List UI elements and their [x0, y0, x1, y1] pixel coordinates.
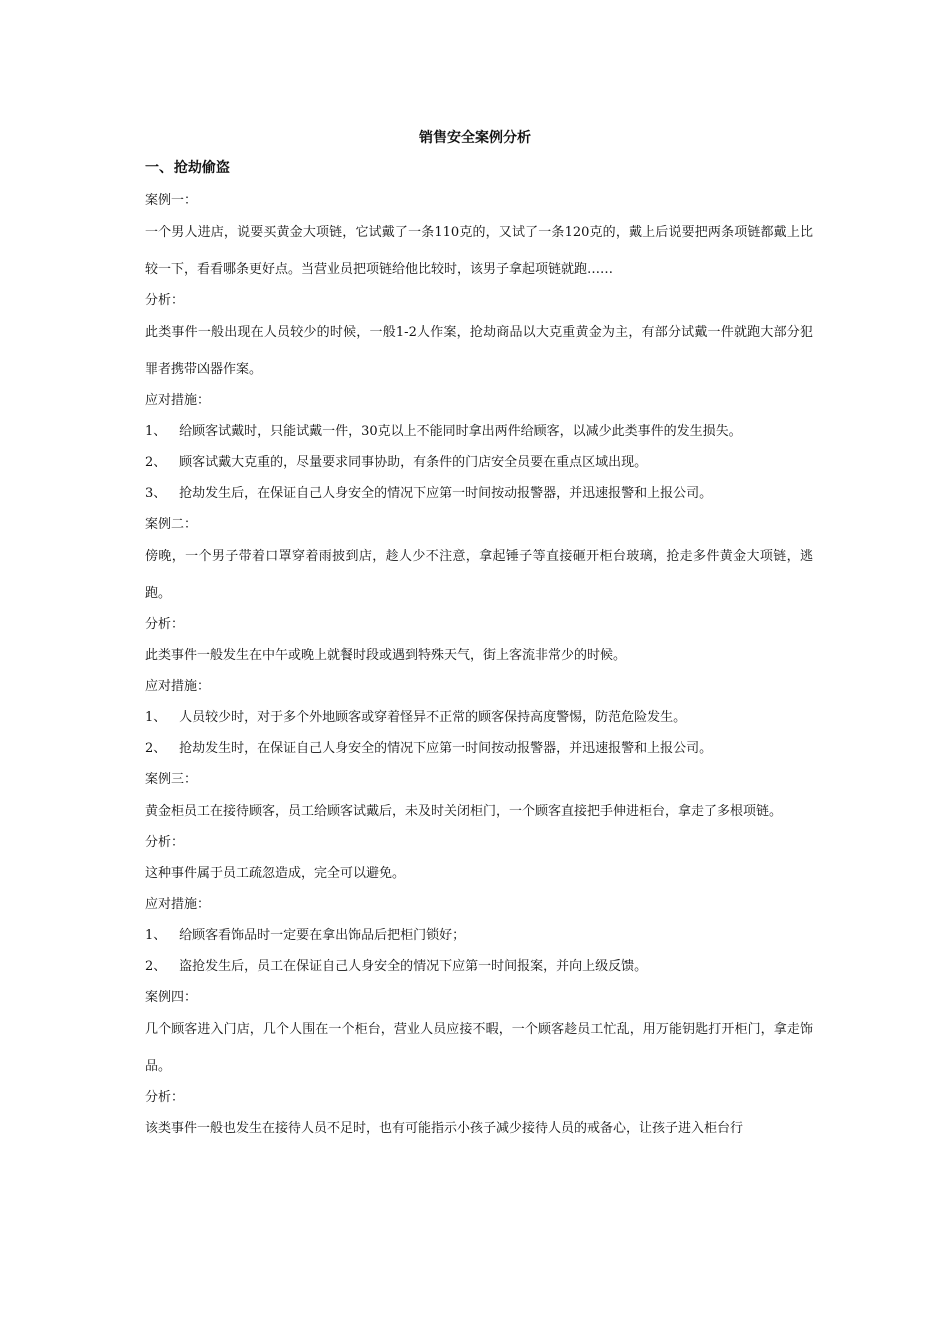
section-heading: [145, 158, 813, 178]
case1-analysis: 此类事件一般出现在人员较少的时候，一般1-2人作案，抢劫商品以大克重黄金为主，有部分试戴一件就跑大部分犯罪者携带凶器作案。: [145, 325, 813, 377]
document-body: [145, 158, 813, 1150]
case2-measure-item: [145, 739, 813, 759]
case2-measure-item: [145, 708, 813, 728]
item-number: 1、: [145, 710, 167, 725]
item-text: 抢劫发生后，在保证自己人身安全的情况下应第一时间按动报警器，并迅速报警和上报公司。: [179, 486, 713, 501]
case1-measure-item: [145, 484, 813, 504]
case3-measures-label: 应对措施：: [145, 897, 211, 912]
case2-label: 案例二：: [145, 517, 198, 532]
item-text: 人员较少时，对于多个外地顾客或穿着怪异不正常的顾客保持高度警惕，防范危险发生。: [179, 710, 687, 725]
case1-text: 一个男人进店，说要买黄金大项链，它试戴了一条110克的，又试了一条120克的，戴上后说要把两条项链都戴上比较一下，看看哪条更好点。当营业员把项链给他比较时，该男子拿起项链就跑……: [145, 225, 813, 277]
section-label: 抢劫偷盗: [173, 160, 230, 176]
case3-measure-item: [145, 926, 813, 946]
item-text: 给顾客试戴时，只能试戴一件，30克以上不能同时拿出两件给顾客，以减少此类事件的发生损失。: [179, 424, 742, 439]
section-number: 一、: [145, 160, 173, 176]
item-text: 顾客试戴大克重的，尽量要求同事协助，有条件的门店安全员要在重点区域出现。: [179, 455, 648, 470]
item-number: 3、: [145, 486, 167, 501]
case3-label: 案例三：: [145, 772, 198, 787]
case3-analysis: 这种事件属于员工疏忽造成，完全可以避免。: [145, 866, 406, 881]
case2-analysis: 此类事件一般发生在中午或晚上就餐时段或遇到特殊天气，街上客流非常少的时候。: [145, 648, 627, 663]
case1-analysis-label: 分析：: [145, 293, 185, 308]
case4-text: 几个顾客进入门店，几个人围在一个柜台，营业人员应接不暇，一个顾客趁员工忙乱，用万能钥匙打开柜门，拿走饰品。: [145, 1022, 813, 1074]
case1-measures-label: 应对措施：: [145, 393, 211, 408]
item-number: 2、: [145, 959, 167, 974]
case2-analysis-label: 分析：: [145, 617, 185, 632]
item-number: 2、: [145, 455, 167, 470]
item-text: 抢劫发生时，在保证自己人身安全的情况下应第一时间按动报警器，并迅速报警和上报公司。: [179, 741, 713, 756]
case4-label: 案例四：: [145, 990, 198, 1005]
item-text: 给顾客看饰品时一定要在拿出饰品后把柜门锁好；: [179, 928, 466, 943]
case2-measures-label: 应对措施：: [145, 679, 211, 694]
document-title: 销售安全案例分析: [419, 130, 531, 146]
item-number: 1、: [145, 424, 167, 439]
case1-label: 案例一：: [145, 193, 198, 208]
case4-analysis-label: 分析：: [145, 1090, 185, 1105]
item-number: 1、: [145, 928, 167, 943]
case1-measure-item: [145, 453, 813, 473]
case4-analysis: 该类事件一般也发生在接待人员不足时，也有可能指示小孩子减少接待人员的戒备心，让孩子进入柜台行: [145, 1121, 744, 1136]
item-number: 2、: [145, 741, 167, 756]
case2-text: 傍晚，一个男子带着口罩穿着雨披到店，趁人少不注意，拿起锤子等直接砸开柜台玻璃，抢走多件黄金大项链，逃跑。: [145, 549, 813, 601]
case3-text: 黄金柜员工在接待顾客，员工给顾客试戴后，未及时关闭柜门，一个顾客直接把手伸进柜台，拿走了多根项链。: [145, 804, 783, 819]
item-text: 盗抢发生后，员工在保证自己人身安全的情况下应第一时间报案，并向上级反馈。: [179, 959, 648, 974]
case3-measure-item: [145, 957, 813, 977]
case3-analysis-label: 分析：: [145, 835, 185, 850]
case1-measure-item: [145, 422, 813, 442]
